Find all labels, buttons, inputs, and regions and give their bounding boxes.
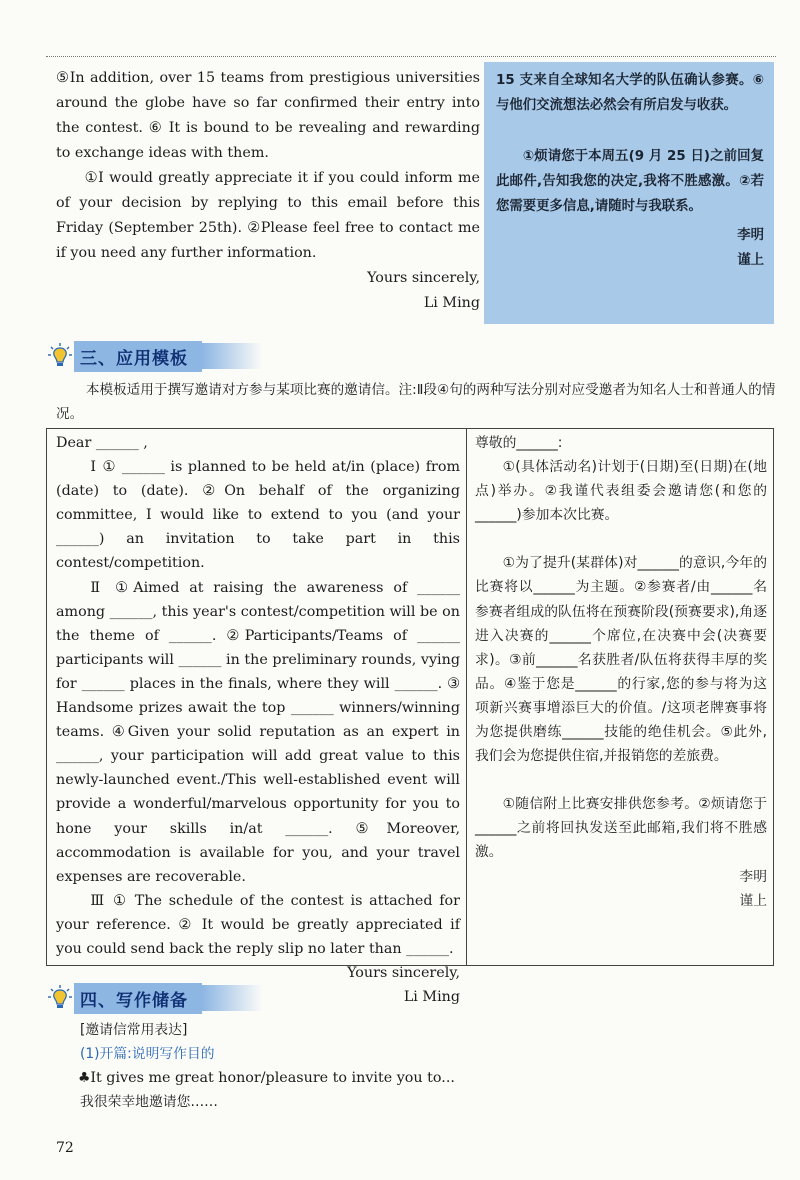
intro-text: 本模板适用于撰写邀请对方参与某项比赛的邀请信。注:Ⅱ段④句的两种写法分别对应受邀者为知名人士和普通人的情况。: [56, 382, 776, 422]
template-english-column: [56, 431, 460, 1009]
page-number: 72: [56, 1140, 74, 1156]
section-header-writing: [48, 982, 262, 1014]
template-greeting: Dear ______ ,: [56, 435, 148, 451]
en-signature: Li Ming: [423, 295, 480, 311]
template-paragraph-1: Ⅰ ① ______ is planned to be held at/in (place) from (date) to (date). ②On behalf of the organizing committee, I would like to extend to you (and your ______) an invitation to take part in this contest/competition.: [56, 459, 460, 572]
expression-chinese: 我很荣幸地邀请您……: [80, 1094, 218, 1110]
section-title-fade: [202, 343, 262, 369]
template-cn-paragraph-1: ①(具体活动名)计划于(日期)至(日期)在(地点)举办。②我谨代表组委会邀请您(和您的______)参加本次比赛。: [475, 459, 767, 524]
template-intro: [56, 378, 776, 426]
section-header-template: [48, 340, 262, 372]
cn-paragraph: ①烦请您于本周五(9 月 25 日)之前回复此邮件,告知我您的决定,我将不胜感激。②若您需要更多信息,请随时与我联系。: [496, 149, 764, 214]
expression-english: It gives me great honor/pleasure to invite you to...: [90, 1070, 455, 1086]
template-paragraph-3: Ⅲ ① The schedule of the contest is attached for your reference. ② It would be greatly appreciated if you could send back the reply slip no later than ______.: [56, 892, 460, 957]
sample-letter-english: [56, 66, 480, 316]
template-cn-paragraph-2: ①为了提升(某群体)对______的意识,今年的比赛将以______为主题。②参赛者/由______名参赛者组成的队伍将在预赛阶段(预赛要求),角逐进入决赛的______个席位,在决赛中会(决赛要求)。③前______名获胜者/队伍将获得丰厚的奖品。④鉴于您是______的行家,您的参与将为这项新兴赛事增添巨大的价值。/这项老牌赛事将为您提供磨练______技能的绝佳机会。⑤此外,我们会为您提供住宿,并报销您的差旅费。: [475, 555, 767, 765]
column-divider: [466, 429, 467, 965]
template-signature: Li Ming: [403, 989, 460, 1006]
cn-paragraph: 15 支来自全球知名大学的队伍确认参赛。⑥与他们交流想法必然会有所启发与收获。: [496, 73, 764, 113]
cn-closing: 谨上: [737, 253, 764, 268]
section-title: 三、应用模板: [74, 341, 202, 372]
sample-letter-chinese: [484, 62, 774, 324]
en-paragraph: ⑤In addition, over 15 teams from prestigious universities around the globe have so far confirmed their entry into the contest. ⑥ It is bound to be revealing and rewarding to exchange ideas with them.: [56, 70, 480, 161]
expression-category: [邀请信常用表达]: [80, 1022, 188, 1038]
lightbulb-icon: [48, 342, 72, 370]
club-bullet-icon: ♣: [78, 1070, 91, 1086]
lightbulb-icon: [48, 984, 72, 1012]
top-dotted-rule: [46, 56, 776, 57]
section-title: 四、写作储备: [74, 983, 202, 1014]
template-cn-closing: 谨上: [739, 892, 767, 909]
en-paragraph: ①I would greatly appreciate it if you could inform me of your decision by replying to this email before this Friday (September 25th). ②Please feel free to contact me if you need any further information.: [56, 170, 480, 261]
template-cn-paragraph-3: ①随信附上比赛安排供您参考。②烦请您于______之前将回执发送至此邮箱,我们将不胜感激。: [475, 796, 767, 861]
template-chinese-column: [475, 431, 767, 913]
writing-reserve: [80, 1018, 760, 1114]
section-title-fade: [202, 985, 262, 1011]
template-cn-greeting: 尊敬的______:: [475, 435, 563, 451]
cn-signature: 李明: [737, 228, 764, 243]
template-paragraph-2: Ⅱ ①Aimed at raising the awareness of ______ among ______, this year's contest/competition will be on the theme of ______. ②Participants/Teams of ______ participants will ______ in the preliminary rounds, vying for ______ places in the finals, where they will ______. ③ Handsome prizes await the top ______ winners/winning teams. ④Given your solid reputation as an expert in ______, your participation will add great value to this newly-launched event./This well-established event will provide a wonderful/marvelous opportunity for you to hone your skills in/at ______. ⑤Moreover, accommodation is available for you, and your travel expenses are recoverable.: [56, 579, 460, 885]
template-cn-signature: 李明: [739, 868, 767, 885]
expression-subheading: (1)开篇:说明写作目的: [80, 1046, 215, 1062]
en-closing: Yours sincerely,: [367, 270, 480, 286]
sample-letter-continued: [52, 62, 774, 324]
template-closing: Yours sincerely,: [347, 965, 460, 982]
